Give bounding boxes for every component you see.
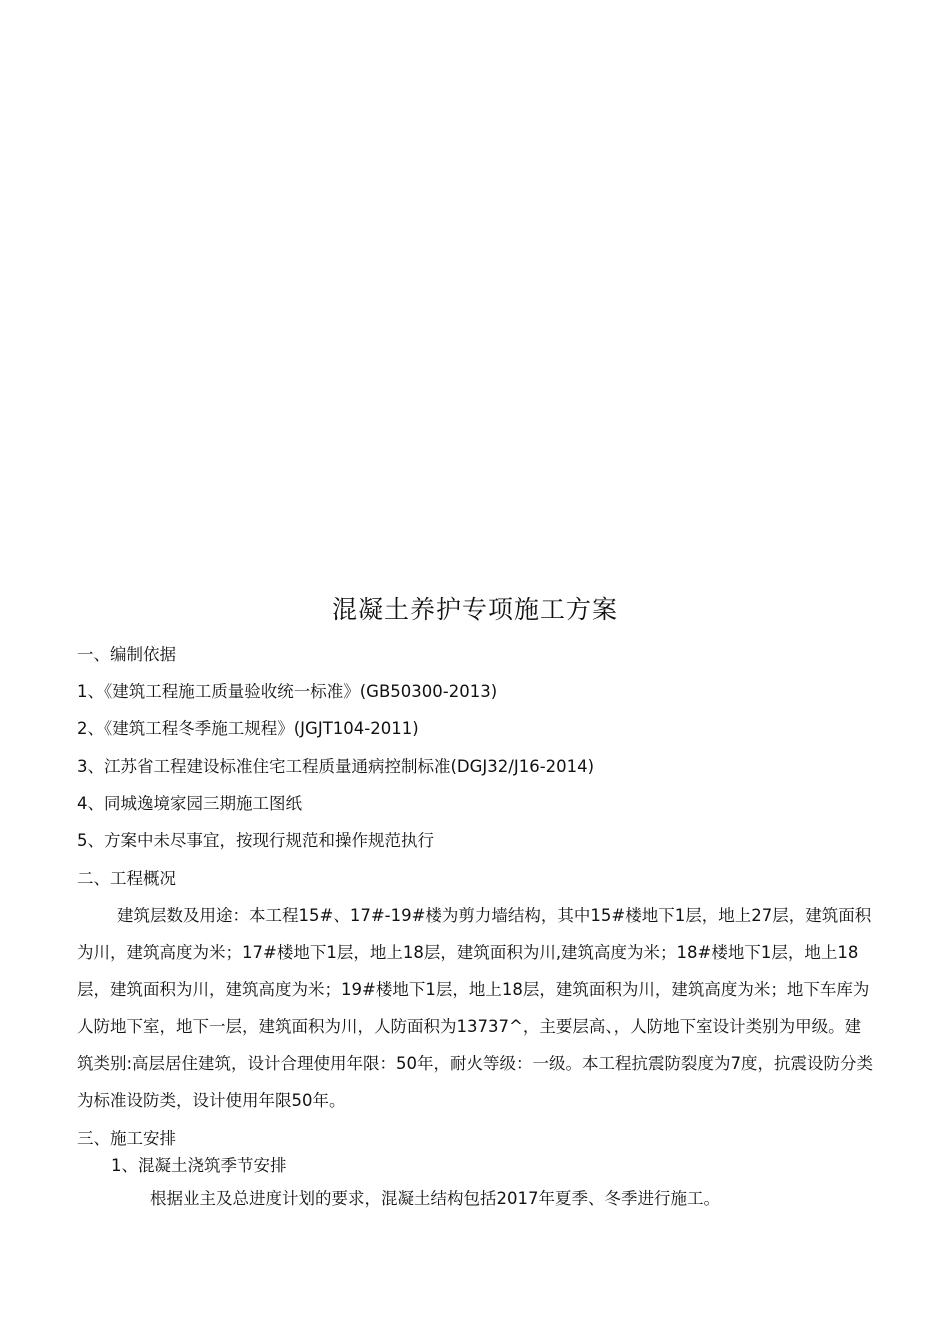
subsection-heading-season: 1、混凝土浇筑季节安排	[111, 1156, 287, 1175]
season-text: 根据业主及总进度计划的要求，混凝土结构包括2017年夏季、冬季进行施工。	[150, 1189, 720, 1208]
basis-item-3: 3、江苏省工程建设标准住宅工程质量通病控制标准(DGJ32/J16-2014)	[77, 757, 595, 776]
overview-text: 建筑层数及用途：本工程15#、17#-19#楼为剪力墙结构，其中15#楼地下1层，地上27层，建筑面积为川，建筑高度为米；17#楼地下1层，地上18层，建筑面积为川,建筑高度为米；18#楼地下1层，地上18层，建筑面积为川，建筑高度为米；19#楼地下1层，地上18层，建筑面积为川，建筑高度为米；地下车库为人防地下室，地下一层，建筑面积为川，人防面积为13737^，主要层高、，人防地下室设计类别为甲级。建筑类别:高层居住建筑，设计合理使用年限：50年，耐火等级：一级。本工程抗震防裂度为7度，抗震设防分类为标准设防类，设计使用年限50年。	[77, 906, 874, 1110]
basis-item-5: 5、方案中未尽事宜，按现行规范和操作规范执行	[77, 831, 434, 850]
section-heading-basis: 一、编制依据	[77, 645, 176, 664]
section-heading-arrangement: 三、施工安排	[77, 1129, 176, 1148]
overview-paragraph	[77, 897, 877, 1119]
basis-item-2: 2、《建筑工程冬季施工规程》(JGJT104-2011)	[77, 719, 419, 738]
section-heading-overview: 二、工程概况	[77, 869, 176, 888]
document-title: 混凝土养护专项施工方案	[331, 595, 618, 624]
basis-item-4: 4、同城逸境家园三期施工图纸	[77, 794, 302, 813]
basis-item-1: 1、《建筑工程施工质量验收统一标准》(GB50300-2013)	[77, 682, 498, 701]
